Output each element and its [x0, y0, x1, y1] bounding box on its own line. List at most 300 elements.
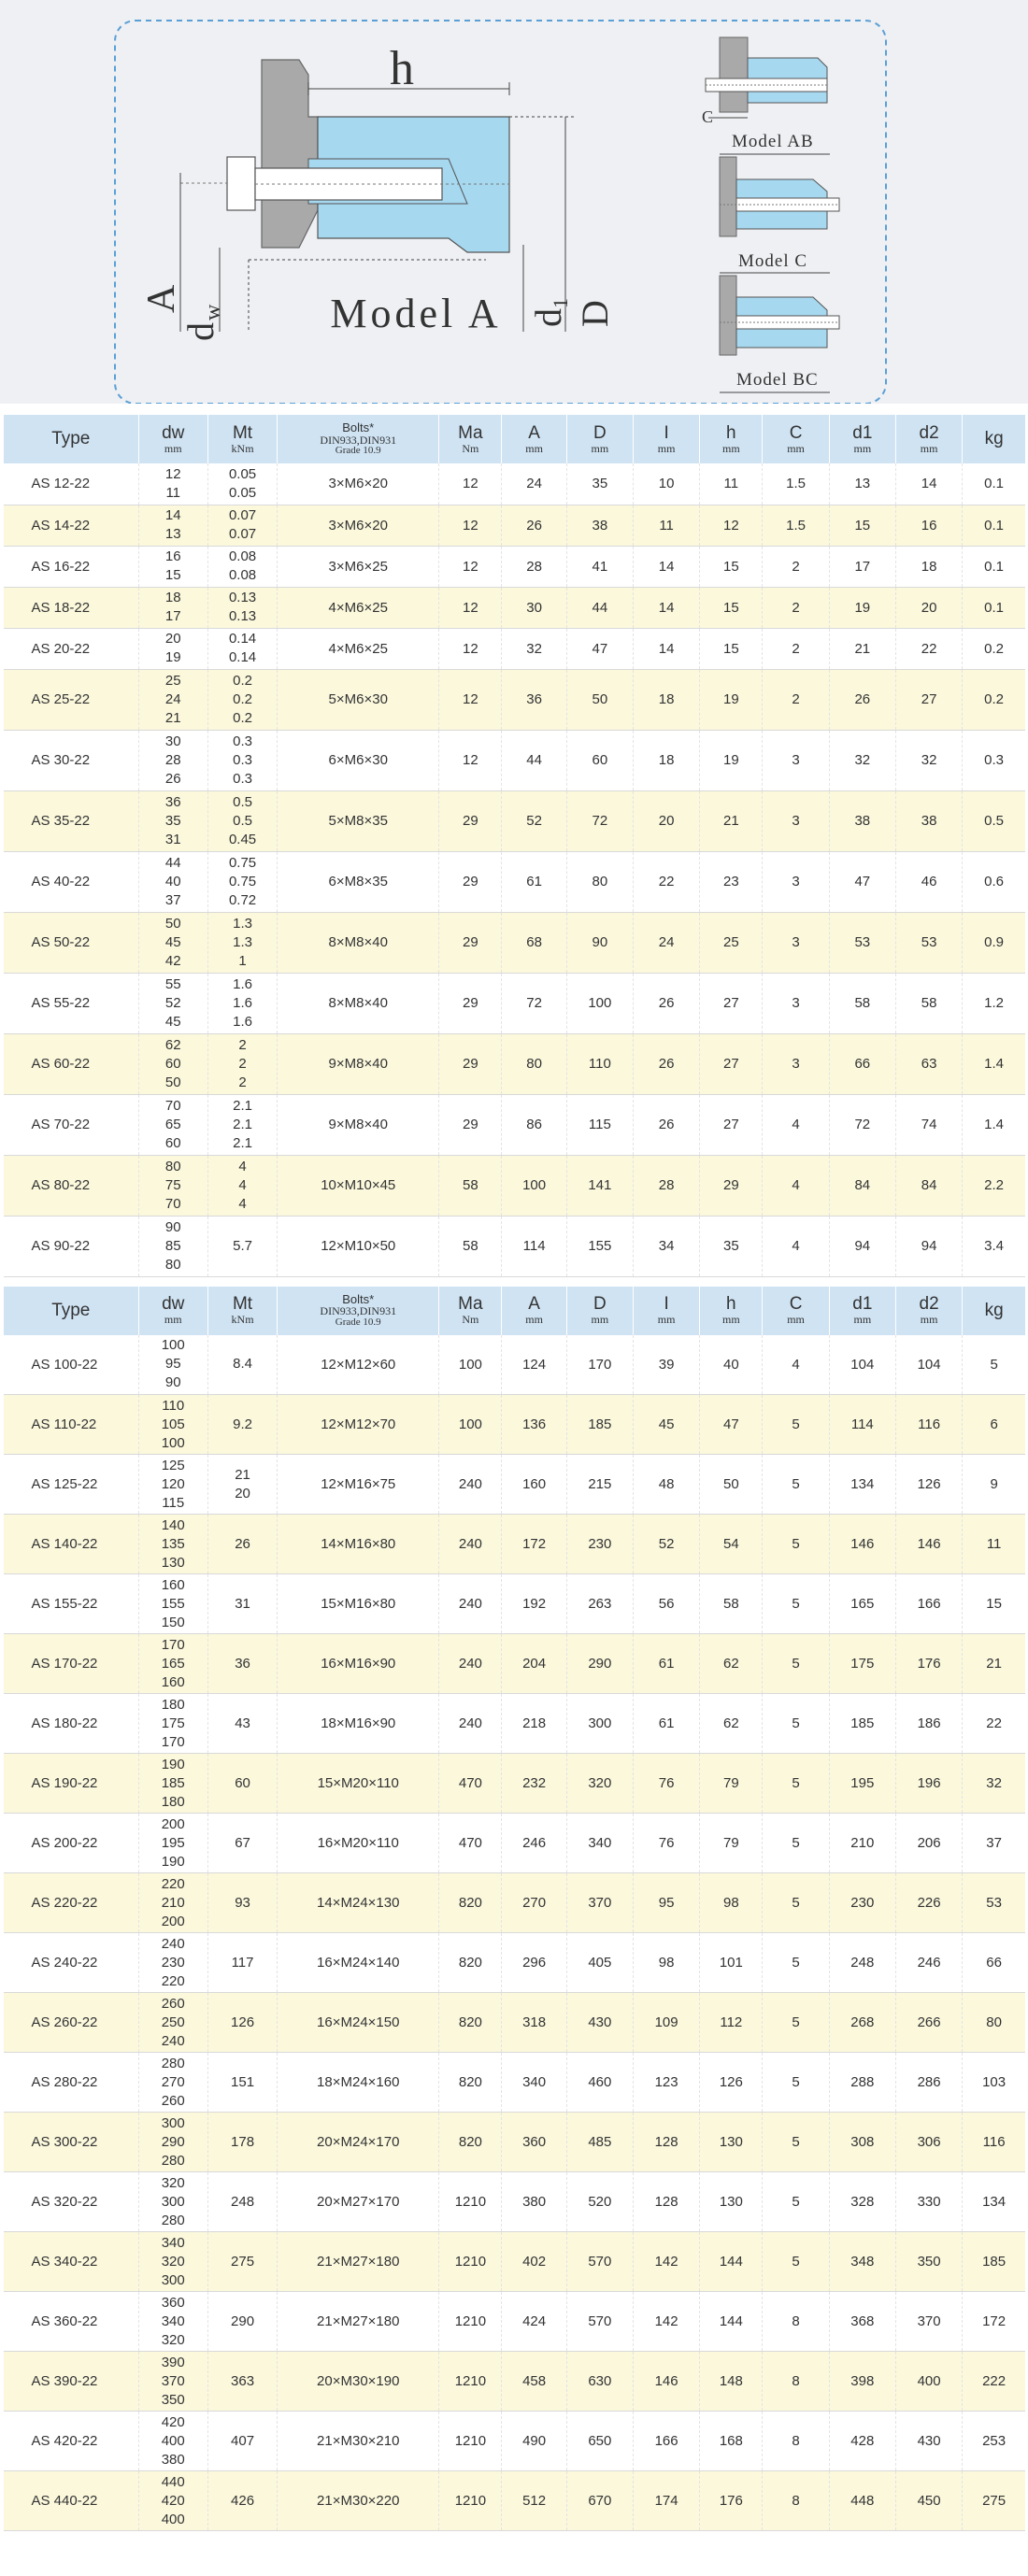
- cell-bolts: 16×M24×140: [278, 1933, 439, 1993]
- cell-dw-value: 60: [164, 1055, 181, 1072]
- cell-d1: 428: [829, 2412, 895, 2471]
- cell-d1: 210: [829, 1814, 895, 1873]
- cell-type: AS 260-22: [4, 1993, 139, 2053]
- table-row: [4, 1395, 1026, 1455]
- cell-dw-value: 15: [164, 567, 181, 583]
- table-row: [4, 2292, 1026, 2352]
- cell-a: 86: [502, 1094, 566, 1155]
- table-row: [4, 912, 1026, 973]
- cell-ma: 1210: [439, 2471, 502, 2531]
- cell-d: 155: [566, 1216, 633, 1276]
- cell-h: 21: [700, 790, 763, 851]
- table-row: [4, 1873, 1026, 1933]
- cell-mt-value: 0.5: [233, 812, 252, 829]
- cell-d: 520: [566, 2172, 633, 2232]
- cell-d2: 206: [895, 1814, 962, 1873]
- cell-dw: [138, 1395, 207, 1455]
- cell-a: 26: [502, 505, 566, 546]
- table-row: [4, 1694, 1026, 1754]
- cell-kg: 0.5: [963, 790, 1025, 851]
- cell-a: 380: [502, 2172, 566, 2232]
- cell-type: AS 190-22: [4, 1754, 139, 1814]
- cell-bolts: 15×M20×110: [278, 1754, 439, 1814]
- cell-mt-value: 2.1: [233, 1134, 252, 1151]
- cell-bolts: 10×M10×45: [278, 1155, 439, 1216]
- cell-bolts: 18×M16×90: [278, 1694, 439, 1754]
- cell-d1: 19: [829, 587, 895, 628]
- cell-type: AS 240-22: [4, 1933, 139, 1993]
- col-d2: d2 mm: [895, 415, 962, 463]
- cell-c: 8: [763, 2412, 829, 2471]
- cell-c: 5: [763, 1574, 829, 1634]
- cell-dw-value: 260: [161, 1995, 185, 2012]
- cell-i: 34: [633, 1216, 699, 1276]
- cell-d2: 74: [895, 1094, 962, 1155]
- cell-mt: [207, 912, 277, 973]
- cell-i: 28: [633, 1155, 699, 1216]
- cell-c: 5: [763, 1455, 829, 1515]
- cell-mt: [207, 1033, 277, 1094]
- cell-dw-value: 360: [161, 2294, 185, 2311]
- label-model-a: Model A: [330, 291, 502, 336]
- cell-ma: 820: [439, 1873, 502, 1933]
- cell-a: 52: [502, 790, 566, 851]
- col-type: Type: [4, 415, 139, 463]
- cell-d1: 308: [829, 2113, 895, 2172]
- cell-bolts: 6×M6×30: [278, 730, 439, 790]
- cell-dw-value: 170: [161, 1636, 185, 1653]
- cell-d2: 84: [895, 1155, 962, 1216]
- cell-kg: 134: [963, 2172, 1025, 2232]
- cell-bolts: 16×M16×90: [278, 1634, 439, 1694]
- col-dw: dw mm: [138, 1287, 207, 1335]
- cell-d: 185: [566, 1395, 633, 1455]
- cell-kg: 37: [963, 1814, 1025, 1873]
- cell-mt-value: 0.3: [233, 733, 252, 749]
- cell-ma: 29: [439, 1094, 502, 1155]
- cell-ma: 58: [439, 1216, 502, 1276]
- cell-kg: 0.1: [963, 587, 1025, 628]
- cell-dw-value: 300: [161, 2271, 185, 2288]
- cell-d1: 328: [829, 2172, 895, 2232]
- cell-d2: 146: [895, 1515, 962, 1574]
- cell-dw-value: 35: [164, 812, 181, 829]
- cell-d: 570: [566, 2292, 633, 2352]
- cell-kg: 103: [963, 2053, 1025, 2113]
- cell-ma: 470: [439, 1814, 502, 1873]
- table-row: [4, 546, 1026, 587]
- cell-d2: 286: [895, 2053, 962, 2113]
- cell-mt-value: 36: [235, 1655, 250, 1672]
- table-header-row: [4, 1287, 1026, 1335]
- cell-i: 61: [633, 1694, 699, 1754]
- label-d1-sub: 1: [549, 298, 572, 308]
- cell-a: 136: [502, 1395, 566, 1455]
- cell-mt: [207, 1515, 277, 1574]
- cell-dw-value: 90: [164, 1374, 181, 1391]
- cell-c: 3: [763, 790, 829, 851]
- cell-dw-value: 350: [161, 2391, 185, 2408]
- cell-type: AS 125-22: [4, 1455, 139, 1515]
- cell-mt-value: 9.2: [233, 1416, 252, 1432]
- cell-type: AS 200-22: [4, 1814, 139, 1873]
- cell-mt-value: 5.7: [233, 1237, 252, 1254]
- cell-mt: [207, 851, 277, 912]
- cell-type: AS 280-22: [4, 2053, 139, 2113]
- label-a: A: [140, 284, 183, 313]
- cell-ma: 12: [439, 505, 502, 546]
- cell-d2: 46: [895, 851, 962, 912]
- cell-mt-value: 0.2: [233, 709, 252, 726]
- cell-i: 39: [633, 1335, 699, 1395]
- cell-i: 76: [633, 1754, 699, 1814]
- cell-mt: [207, 730, 277, 790]
- cell-dw-value: 220: [161, 1972, 185, 1989]
- cell-dw: [138, 1754, 207, 1814]
- cell-ma: 240: [439, 1634, 502, 1694]
- cell-kg: 11: [963, 1515, 1025, 1574]
- cell-dw-value: 70: [164, 1195, 181, 1212]
- cell-dw-value: 290: [161, 2133, 185, 2150]
- cell-dw: [138, 1574, 207, 1634]
- col-mt: Mt kNm: [207, 1287, 277, 1335]
- cell-bolts: 20×M30×190: [278, 2352, 439, 2412]
- table-row: [4, 973, 1026, 1033]
- cell-i: 14: [633, 628, 699, 669]
- cell-type: AS 180-22: [4, 1694, 139, 1754]
- cell-dw-value: 50: [164, 1074, 181, 1090]
- cell-dw-value: 36: [164, 793, 181, 810]
- cell-dw: [138, 628, 207, 669]
- cell-dw-value: 52: [164, 994, 181, 1011]
- cell-ma: 240: [439, 1574, 502, 1634]
- cell-type: AS 390-22: [4, 2352, 139, 2412]
- cell-a: 160: [502, 1455, 566, 1515]
- cell-dw-value: 30: [164, 733, 181, 749]
- cell-d1: 15: [829, 505, 895, 546]
- cell-dw: [138, 1155, 207, 1216]
- cell-c: 8: [763, 2352, 829, 2412]
- cell-d: 47: [566, 628, 633, 669]
- cell-i: 26: [633, 1033, 699, 1094]
- cell-i: 10: [633, 463, 699, 505]
- cell-h: 62: [700, 1694, 763, 1754]
- cell-i: 61: [633, 1634, 699, 1694]
- cell-kg: 0.1: [963, 505, 1025, 546]
- cell-dw: [138, 1335, 207, 1395]
- cell-bolts: 21×M30×210: [278, 2412, 439, 2471]
- cell-dw-value: 185: [161, 1774, 185, 1791]
- cell-dw: [138, 1814, 207, 1873]
- cell-type: AS 90-22: [4, 1216, 139, 1276]
- cell-d2: 350: [895, 2232, 962, 2292]
- cell-type: AS 14-22: [4, 505, 139, 546]
- table-row: [4, 505, 1026, 546]
- cell-type: AS 155-22: [4, 1574, 139, 1634]
- cell-d1: 94: [829, 1216, 895, 1276]
- cell-dw-value: 26: [164, 770, 181, 787]
- cell-dw-value: 390: [161, 2354, 185, 2370]
- col-ma: Ma Nm: [439, 1287, 502, 1335]
- cell-mt: [207, 1455, 277, 1515]
- label-model-ab: Model AB: [732, 132, 814, 151]
- cell-dw-value: 300: [161, 2193, 185, 2210]
- table-row: [4, 2053, 1026, 2113]
- cell-bolts: 16×M24×150: [278, 1993, 439, 2053]
- cell-dw: [138, 1455, 207, 1515]
- cell-i: 18: [633, 669, 699, 730]
- cell-dw-value: 31: [164, 831, 181, 847]
- cell-d1: 175: [829, 1634, 895, 1694]
- cell-h: 12: [700, 505, 763, 546]
- cell-dw-value: 420: [161, 2413, 185, 2430]
- cell-dw: [138, 2172, 207, 2232]
- cell-kg: 0.9: [963, 912, 1025, 973]
- cell-mt-value: 0.07: [228, 526, 257, 542]
- cell-c: 4: [763, 1335, 829, 1395]
- cell-c: 2: [763, 628, 829, 669]
- col-dw: dw mm: [138, 415, 207, 463]
- cell-c: 1.5: [763, 463, 829, 505]
- cell-a: 458: [502, 2352, 566, 2412]
- cell-dw-value: 230: [161, 1954, 185, 1971]
- cell-a: 204: [502, 1634, 566, 1694]
- table-row: [4, 463, 1026, 505]
- cell-bolts: 21×M27×180: [278, 2232, 439, 2292]
- cell-mt: [207, 463, 277, 505]
- cell-bolts: 20×M24×170: [278, 2113, 439, 2172]
- cell-mt-value: 0.08: [228, 567, 257, 583]
- cell-type: AS 70-22: [4, 1094, 139, 1155]
- cell-c: 5: [763, 1873, 829, 1933]
- cell-ma: 1210: [439, 2172, 502, 2232]
- cell-type: AS 300-22: [4, 2113, 139, 2172]
- col-d1: d1 mm: [829, 1287, 895, 1335]
- table-row: [4, 1094, 1026, 1155]
- cell-d2: 370: [895, 2292, 962, 2352]
- cell-mt: [207, 1094, 277, 1155]
- table-row: [4, 628, 1026, 669]
- cell-c: 4: [763, 1155, 829, 1216]
- cell-kg: 32: [963, 1754, 1025, 1814]
- cell-a: 270: [502, 1873, 566, 1933]
- cell-dw-value: 160: [161, 1576, 185, 1593]
- cell-kg: 3.4: [963, 1216, 1025, 1276]
- cell-mt: [207, 973, 277, 1033]
- cell-dw-value: 62: [164, 1036, 181, 1053]
- cell-dw: [138, 1094, 207, 1155]
- cell-dw-value: 135: [161, 1535, 185, 1552]
- cell-c: 3: [763, 1033, 829, 1094]
- cell-kg: 1.4: [963, 1033, 1025, 1094]
- table-row: [4, 1455, 1026, 1515]
- col-bolts: Bolts* DIN933,DIN931 Grade 10.9: [278, 415, 439, 463]
- cell-mt: [207, 2113, 277, 2172]
- cell-h: 40: [700, 1335, 763, 1395]
- cell-dw: [138, 505, 207, 546]
- col-kg: kg: [963, 1287, 1025, 1335]
- cell-dw-value: 115: [162, 1494, 185, 1511]
- cell-mt-value: 4: [238, 1176, 247, 1193]
- cell-type: AS 50-22: [4, 912, 139, 973]
- cell-mt: [207, 1814, 277, 1873]
- cell-dw-value: 165: [161, 1655, 185, 1672]
- cell-h: 112: [700, 1993, 763, 2053]
- cell-d2: 94: [895, 1216, 962, 1276]
- model-bc-drawing: [720, 276, 839, 355]
- cell-d1: 448: [829, 2471, 895, 2531]
- cell-dw-value: 45: [164, 1013, 181, 1030]
- cell-dw-value: 130: [161, 1554, 185, 1571]
- cell-mt-value: 0.14: [228, 649, 257, 665]
- cell-dw-value: 250: [161, 2014, 185, 2030]
- cell-kg: 0.3: [963, 730, 1025, 790]
- cell-mt: [207, 546, 277, 587]
- cell-dw-value: 37: [164, 891, 181, 908]
- cell-a: 246: [502, 1814, 566, 1873]
- cell-h: 47: [700, 1395, 763, 1455]
- cell-a: 512: [502, 2471, 566, 2531]
- cell-mt-value: 26: [235, 1535, 250, 1552]
- cell-mt: [207, 669, 277, 730]
- cell-dw-value: 55: [164, 975, 181, 992]
- cell-bolts: 14×M16×80: [278, 1515, 439, 1574]
- cell-c: 2: [763, 587, 829, 628]
- cell-dw-value: 340: [161, 2313, 185, 2329]
- table-row: [4, 1814, 1026, 1873]
- cell-h: 130: [700, 2172, 763, 2232]
- cell-h: 79: [700, 1814, 763, 1873]
- cell-c: 5: [763, 1754, 829, 1814]
- col-ma: Ma Nm: [439, 415, 502, 463]
- cell-mt-value: 0.14: [228, 631, 257, 647]
- cell-d1: 248: [829, 1933, 895, 1993]
- cell-d1: 32: [829, 730, 895, 790]
- table-row: [4, 1515, 1026, 1574]
- cell-bolts: 12×M12×60: [278, 1335, 439, 1395]
- cell-h: 15: [700, 587, 763, 628]
- cell-bolts: 5×M8×35: [278, 790, 439, 851]
- cell-mt-value: 151: [231, 2073, 255, 2090]
- cell-mt: [207, 2232, 277, 2292]
- cell-dw-value: 240: [161, 2032, 185, 2049]
- cell-h: 130: [700, 2113, 763, 2172]
- cell-dw-value: 90: [164, 1218, 181, 1235]
- cell-dw-value: 260: [161, 2092, 185, 2109]
- cell-mt-value: 275: [231, 2253, 255, 2270]
- cell-a: 80: [502, 1033, 566, 1094]
- cell-dw-value: 440: [161, 2473, 185, 2490]
- table-row: [4, 790, 1026, 851]
- cell-dw: [138, 2352, 207, 2412]
- cell-dw-value: 50: [164, 915, 181, 932]
- cell-mt: [207, 1634, 277, 1694]
- cell-d2: 27: [895, 669, 962, 730]
- cell-dw-value: 42: [164, 952, 181, 969]
- cell-d: 230: [566, 1515, 633, 1574]
- cell-d: 650: [566, 2412, 633, 2471]
- cell-dw-value: 60: [164, 1134, 181, 1151]
- cell-i: 142: [633, 2232, 699, 2292]
- cell-mt: [207, 1993, 277, 2053]
- cell-kg: 9: [963, 1455, 1025, 1515]
- cell-d: 50: [566, 669, 633, 730]
- cell-a: 490: [502, 2412, 566, 2471]
- cell-d: 263: [566, 1574, 633, 1634]
- cell-d: 290: [566, 1634, 633, 1694]
- cell-mt: [207, 628, 277, 669]
- cell-d: 670: [566, 2471, 633, 2531]
- cell-c: 5: [763, 1933, 829, 1993]
- col-i: I mm: [633, 1287, 699, 1335]
- spacer: [0, 1277, 1028, 1287]
- table-row: [4, 1335, 1026, 1395]
- cell-kg: 0.2: [963, 669, 1025, 730]
- cell-mt: [207, 1873, 277, 1933]
- cell-d2: 226: [895, 1873, 962, 1933]
- cell-type: AS 30-22: [4, 730, 139, 790]
- cell-dw-value: 24: [164, 690, 181, 707]
- cell-d1: 66: [829, 1033, 895, 1094]
- cell-mt-value: 31: [235, 1595, 250, 1612]
- cell-bolts: 3×M6×20: [278, 463, 439, 505]
- cell-d: 44: [566, 587, 633, 628]
- cell-dw-value: 95: [164, 1356, 181, 1373]
- cell-dw-value: 20: [164, 631, 181, 647]
- cell-type: AS 360-22: [4, 2292, 139, 2352]
- cell-bolts: 6×M8×35: [278, 851, 439, 912]
- cell-type: AS 440-22: [4, 2471, 139, 2531]
- cell-i: 11: [633, 505, 699, 546]
- cell-kg: 275: [963, 2471, 1025, 2531]
- cell-type: AS 25-22: [4, 669, 139, 730]
- cell-dw-value: 180: [161, 1696, 185, 1713]
- cell-dw-value: 200: [161, 1913, 185, 1929]
- table-row: [4, 2232, 1026, 2292]
- cell-dw: [138, 463, 207, 505]
- cell-bolts: 18×M24×160: [278, 2053, 439, 2113]
- cell-mt-value: 0.5: [233, 793, 252, 810]
- cell-h: 15: [700, 546, 763, 587]
- cell-mt-value: 0.08: [228, 548, 257, 564]
- cell-type: AS 18-22: [4, 587, 139, 628]
- cell-dw-value: 220: [161, 1875, 185, 1892]
- cell-bolts: 15×M16×80: [278, 1574, 439, 1634]
- cell-mt-value: 426: [231, 2492, 255, 2509]
- cell-d: 100: [566, 973, 633, 1033]
- cell-a: 30: [502, 587, 566, 628]
- table-row: [4, 669, 1026, 730]
- cell-type: AS 40-22: [4, 851, 139, 912]
- cell-mt: [207, 2053, 277, 2113]
- cell-h: 23: [700, 851, 763, 912]
- cell-kg: 80: [963, 1993, 1025, 2053]
- label-model-c: Model C: [738, 251, 808, 271]
- cell-c: 3: [763, 973, 829, 1033]
- cell-i: 45: [633, 1395, 699, 1455]
- cell-c: 5: [763, 2053, 829, 2113]
- cell-ma: 12: [439, 587, 502, 628]
- cell-c: 3: [763, 851, 829, 912]
- cell-d2: 18: [895, 546, 962, 587]
- cell-type: AS 16-22: [4, 546, 139, 587]
- cell-bolts: 14×M24×130: [278, 1873, 439, 1933]
- cell-dw-value: 12: [164, 465, 181, 482]
- cell-mt-value: 178: [231, 2133, 255, 2150]
- cell-kg: 0.6: [963, 851, 1025, 912]
- cell-dw-value: 13: [164, 526, 181, 542]
- cell-i: 98: [633, 1933, 699, 1993]
